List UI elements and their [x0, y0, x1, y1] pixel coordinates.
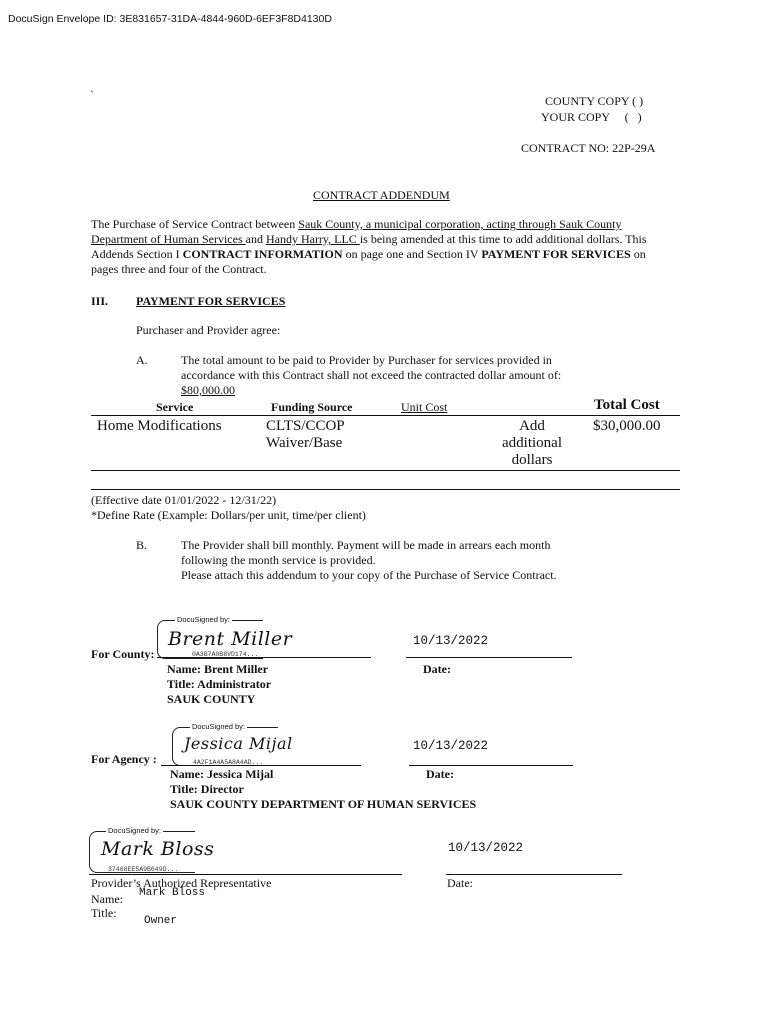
- cell-total-cost: $30,000.00: [593, 418, 661, 434]
- header-service: Service: [156, 400, 194, 414]
- provider-date-line: [446, 874, 622, 875]
- clause-b-label: B.: [136, 538, 148, 552]
- county-date-value: 10/13/2022: [413, 634, 489, 648]
- county-date-line: [406, 657, 572, 658]
- agency-signer-org: SAUK COUNTY DEPARTMENT OF HUMAN SERVICES: [170, 797, 477, 811]
- county-signer-block: [167, 662, 271, 707]
- cell-funding-line2: Waiver/Base: [266, 435, 343, 451]
- intro-text: The Purchase of Service Contract between: [91, 217, 299, 231]
- provider-name-value: Mark Bloss: [139, 887, 206, 899]
- header-unit-cost: Unit Cost: [401, 400, 448, 414]
- agency-signer-name: Name: Jessica Mijal: [170, 767, 274, 781]
- provider-signature-line: [89, 874, 402, 875]
- intro-paragraph: [91, 217, 691, 277]
- cell-unit-line2: additional: [502, 435, 562, 451]
- agency-signature: Jessica Mijal: [184, 734, 293, 753]
- envelope-id: DocuSign Envelope ID: 3E831657-31DA-4844-960D-6EF3F8D4130D: [8, 13, 332, 25]
- provider-date-value: 10/13/2022: [448, 841, 524, 855]
- clause-b-line3: Please attach this addendum to your copy of the Purchase of Service Contract.: [181, 568, 557, 582]
- table-row-rule: [91, 470, 680, 471]
- your-copy: YOUR COPY ( ): [541, 110, 642, 124]
- header-funding-source: Funding Source: [271, 400, 353, 414]
- county-copy: COUNTY COPY ( ): [545, 94, 644, 108]
- for-county-label: For County:: [91, 647, 155, 661]
- table-bottom-rule: [91, 489, 680, 490]
- agree-text: Purchaser and Provider agree:: [136, 323, 281, 337]
- contract-number: CONTRACT NO: 22P-29A: [521, 141, 656, 155]
- clause-b-line2: following the month service is provided.: [181, 553, 376, 567]
- provider-name-label: Name:: [91, 892, 123, 906]
- agency-signer-block: [170, 767, 476, 812]
- cell-unit-line3: dollars: [511, 452, 553, 468]
- provider-title-label: Title:: [91, 906, 117, 920]
- county-signature-line: [157, 657, 371, 658]
- stray-mark: `: [90, 88, 94, 102]
- page-title: CONTRACT ADDENDUM: [313, 188, 450, 202]
- agency-signer-title: Title: Director: [170, 782, 244, 796]
- table-header-rule: [91, 415, 680, 416]
- intro-text-4: on page one and Section IV: [342, 247, 482, 261]
- county-signer-org: SAUK COUNTY: [167, 692, 256, 706]
- provider-rep-label: Provider’s Authorized Representative: [91, 876, 272, 890]
- clause-b: [181, 538, 601, 583]
- intro-text-5: on: [630, 247, 646, 261]
- cell-service: Home Modifications: [97, 418, 222, 434]
- agency-signature-line: [161, 765, 361, 766]
- provider-signature: Mark Bloss: [101, 838, 215, 860]
- county-signer-title: Title: Administrator: [167, 677, 272, 691]
- intro-county: Sauk County, a municipal corporation, acting through Sauk County: [298, 217, 622, 231]
- cell-unit-cost: [490, 418, 574, 469]
- agency-docusigned-by: DocuSigned by:: [192, 722, 245, 731]
- county-signature: Brent Miller: [168, 628, 293, 650]
- clause-a-label: A.: [136, 353, 148, 367]
- intro-payment: PAYMENT FOR SERVICES: [481, 247, 631, 261]
- clause-b-line1: The Provider shall bill monthly. Payment will be made in arrears each month: [181, 538, 551, 552]
- intro-department: Department of Human Services: [91, 232, 246, 246]
- agency-date-line: [409, 765, 573, 766]
- agency-date-value: 10/13/2022: [413, 739, 489, 753]
- agency-date-label: Date:: [426, 767, 454, 781]
- county-docusigned-by: DocuSigned by:: [177, 615, 230, 624]
- county-signer-name: Name: Brent Miller: [167, 662, 269, 676]
- county-date-label: Date:: [423, 662, 451, 676]
- section-number: III.: [91, 294, 109, 308]
- cell-unit-line1: Add: [519, 418, 545, 434]
- clause-a-line1: The total amount to be paid to Provider by Purchaser for services provided in: [181, 353, 552, 367]
- provider-date-label: Date:: [447, 876, 473, 890]
- header-total-cost: Total Cost: [594, 397, 660, 413]
- provider-title-value: Owner: [144, 915, 178, 927]
- cell-funding: [266, 418, 345, 452]
- county-envelope-id: 0A3B7A0B8VD174...: [192, 651, 259, 658]
- define-rate: *Define Rate (Example: Dollars/per unit, time/per client): [91, 508, 366, 522]
- clause-a-amount: $80,000.00: [181, 383, 235, 397]
- provider-envelope-id: 37468EE5A9B649D...: [108, 866, 179, 873]
- clause-a-line2: accordance with this Contract shall not exceed the contracted dollar amount of:: [181, 368, 562, 382]
- intro-text-2: is being amended at this time to add additional dollars. This: [359, 232, 647, 246]
- intro-contract-info: CONTRACT INFORMATION: [182, 247, 343, 261]
- effective-date: (Effective date 01/01/2022 - 12/31/22): [91, 493, 277, 507]
- clause-a: [181, 353, 601, 398]
- section-heading: PAYMENT FOR SERVICES: [136, 294, 286, 308]
- agency-envelope-id: 4A2F1A4A5A8A4AD...: [193, 759, 264, 766]
- intro-text-3: Addends Section I: [91, 247, 183, 261]
- intro-and: and: [245, 232, 266, 246]
- provider-docusigned-by: DocuSigned by:: [108, 826, 161, 835]
- cell-funding-line1: CLTS/CCOP: [266, 418, 345, 434]
- intro-provider: Handy Harry, LLC: [265, 232, 360, 246]
- for-agency-label: For Agency :: [91, 752, 157, 766]
- intro-text-6: pages three and four of the Contract.: [91, 262, 267, 276]
